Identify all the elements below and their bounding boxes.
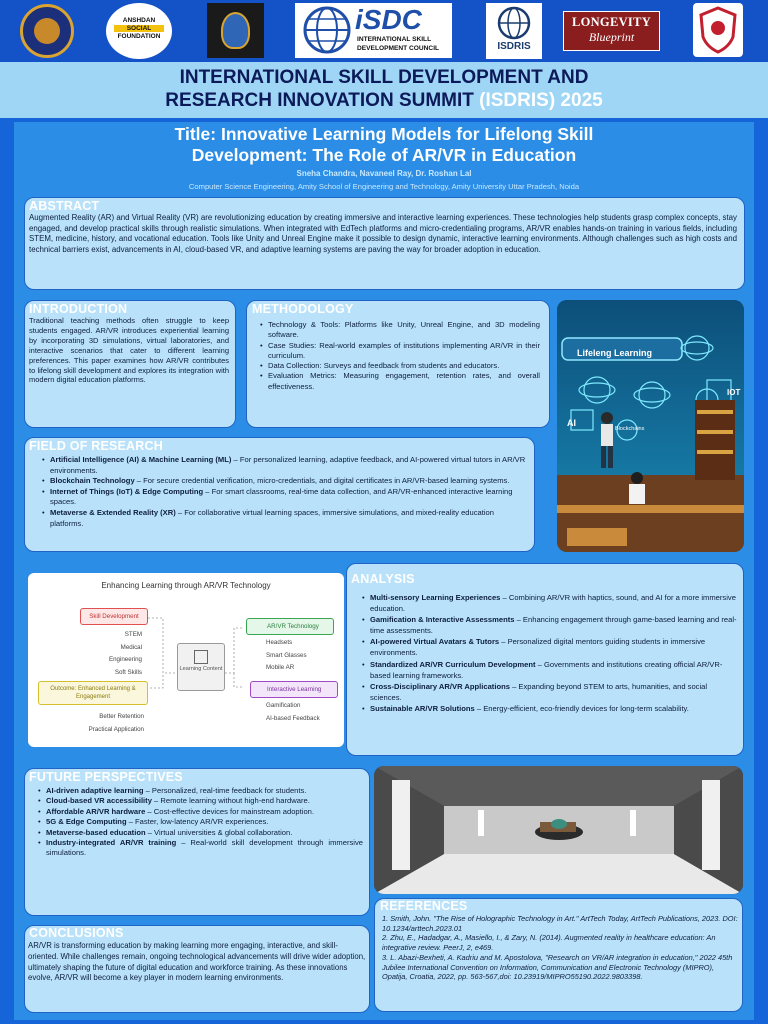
field-item-desc: – For personalized learning, adaptive feedback, and AI-powered virtual tutors in AR/VR environments. [50,455,526,475]
future-item [46,807,363,817]
document-icon [194,650,208,664]
virtual-gallery-room-icon [374,766,743,894]
center-node [177,643,225,691]
references-heading: REFERENCES [380,899,468,913]
analysis-item-title: Cross-Disciplinary AR/VR Applications [370,681,510,691]
abstract-heading: ABSTRACT [29,199,100,213]
illustration-ai-label: AI [567,418,576,428]
paper-affiliation: Computer Science Engineering, Amity School of Engineering and Technology, Amity University Uttar Pradesh, Noida [188,182,580,191]
conclusions-text: AR/VR is transforming education by making learning more engaging, interactive, and skill-oriented. While challenges remain, ongoing technological advancements will drive wider adoption, ultimately shaping the future of digital education and workforce training. As these innovations evolve, AR/VR will become a key player in modern learning environments. [28,941,366,983]
summit-acronym: (ISDRIS) 2025 [479,90,603,111]
arvr-tech-node [246,618,334,635]
conclusions-heading: CONCLUSIONS [29,926,124,940]
tech-item: Mobile AR [266,664,295,671]
shield-logo [693,3,743,57]
diagram-title: Enhancing Learning through AR/VR Technology [101,581,271,590]
field-item-title: Metaverse & Extended Reality (XR) [50,507,176,517]
analysis-list [360,592,738,714]
illustration-blockchain-label: Blockchains [615,426,645,432]
future-item [46,817,363,827]
analysis-item-title: Multi-sensory Learning Experiences [370,593,501,602]
analysis-item-title: Gamification & Interactive Assessments [370,615,515,625]
emblem-logo [207,3,264,58]
interactive-item: Gamification [266,702,301,709]
skill-item: Soft Skills [114,668,142,676]
interactive-items [266,700,342,725]
analysis-item-desc: – Enhancing engagement through game-based learning and real-time assessments. [370,615,737,636]
future-item [46,786,363,796]
analysis-item [370,681,738,703]
illustration-iot-label: IOT [727,388,741,397]
summit-title-line2 [0,90,768,112]
abstract-text: Augmented Reality (AR) and Virtual Reality (VR) are revolutionizing education by creating immersive and interactive learning experiences. These technologies help students grasp complex concepts, stay engaged, and develop practical skills through realistic simulations. When integrated with EdTech platforms and micro-credentialing programs, AR/VR enables hands-on training in various fields, including STEM, medicine, history, and vocational education. Tools like Unity and Unreal Engine make it possible to design dynamic, interactive learning environments. Although challenges such as high costs and technical barriers exist, advancements in AI, cloud-based VR, and adaptive learning systems are paving the way for broader adoption in education. [29,213,737,254]
skill-development-node [80,608,148,625]
anshdan-line2: SOCIAL [114,25,164,32]
vr-gallery-image [374,766,743,894]
skill-item: Medical [120,643,142,651]
future-item [46,828,363,838]
analysis-item-title: AI-powered Virtual Avatars & Tutors [370,637,500,647]
summit-title-line1: INTERNATIONAL SKILL DEVELOPMENT AND [179,67,589,88]
analysis-item-desc: – Governments and institutions creating official AR/VR-based learning frameworks. [370,659,723,680]
future-item-desc: – Faster, low-latency AR/VR experiences. [126,817,269,827]
introduction-heading: INTRODUCTION [29,302,128,316]
isdc-title: iSDC [355,4,422,35]
analysis-item-desc: – Personalized digital mentors guiding students in immersive environments. [370,637,706,658]
analysis-item [370,592,738,614]
interactive-item: AI-based Feedback [266,714,320,722]
tech-item: Smart Glasses [266,651,307,659]
field-item-desc: – For smart classrooms, real-time data collection, and AR/VR-enhanced interactive learning spaces. [50,486,513,507]
future-item-title: AI-driven adaptive learning [46,786,144,795]
outcome-item: Practical Application [88,725,144,733]
isdc-logo [295,3,452,58]
skill-items [78,629,142,679]
methodology-list [258,320,540,392]
network-globe-icon [486,4,542,44]
future-item-desc: – Real-world skill development through immersive simulations. [46,838,363,858]
field-item [50,476,526,487]
longevity-line2: Blueprint [588,30,635,44]
outcome-label: Outcome: Enhanced Learning & Engagement [50,686,136,700]
isdc-sub2: DEVELOPMENT COUNCIL [357,45,440,52]
future-item-title: Metaverse-based education [46,827,146,837]
field-item-title: Internet of Things (IoT) & Edge Computing [50,486,204,496]
future-item-title: 5G & Edge Computing [46,817,127,827]
outcome-item: Better Retention [99,713,144,720]
analysis-item [370,614,738,636]
introduction-text: Traditional teaching methods often struggle to keep students engaged. AR/VR introduces experiential learning by incorporating 3D simulations, virtual laboratories, and interactive scenarios that cater to different learning preferences. This paper examines how AR/VR contributes to lifelong skill development and explores its integration with modern digital education platforms. [29,316,229,385]
field-item [50,455,526,476]
longevity-line1: LONGEVITY [571,15,652,29]
field-of-research-heading: FIELD OF RESEARCH [29,439,163,453]
tech-item: Headsets [266,639,293,646]
isdc-sub1: INTERNATIONAL SKILL [357,36,432,43]
paper-title-line1: Title: Innovative Learning Models for Lifelong Skill [174,124,594,144]
reference-item: 3. L. Abazi-Bexheti, A. Kadriu and M. Apostolova, "Research on VR/AR integration in education," 2022 45th Jubilee International Convention on Information, Communication and Electronic Technology (MIPRO), Opatija, Croatia, 2022, pp. 563-567,doi: 10.23919/MIPRO55190.2022.9803398. [382,952,733,982]
future-item [46,838,363,859]
anshdan-logo [106,3,172,59]
skill-item: Engineering [108,656,142,663]
field-item [50,487,526,508]
future-item-title: Cloud-based VR accessibility [46,796,152,806]
analysis-item-desc: – Expanding beyond STEM to arts, humanities, and social sciences. [370,681,708,702]
lifelong-learning-illustration [557,300,744,552]
longevity-logo [563,11,660,51]
field-of-research-list [40,455,526,529]
paper-title [14,124,754,166]
outcome-node [38,681,148,705]
summit-banner [0,62,768,118]
paper-authors: Sneha Chandra, Navaneel Ray, Dr. Roshan Lal [296,169,472,178]
paper-title-line2: Development: The Role of AR/VR in Education [191,145,577,165]
outcome-items [58,711,144,736]
isdris-logo [486,3,542,59]
analysis-item-title: Sustainable AR/VR Solutions [370,703,475,713]
reference-item: 2. Zhu, E., Hadadgar, A., Masiello, I., & Zary, N. (2014). Augmented reality in healthcare education: An integrative review. PeerJ, 2, e469. [382,933,716,953]
future-item-desc: – Virtual universities & global collaboration. [145,827,293,837]
methodology-item: • Technology & Tools: Platforms like Unity, Unreal Engine, and 3D modeling software. [268,320,540,341]
globe-icon [299,5,355,55]
analysis-item-desc: – Energy-efficient, eco-friendly devices for long-term scalability. [474,703,689,713]
tech-items [266,637,336,675]
analysis-heading: ANALYSIS [351,572,415,586]
future-item-desc: – Personalized, real-time feedback for students. [143,786,307,795]
future-item-desc: – Remote learning without high-end hardware. [151,796,310,806]
skill-item: STEM [124,631,142,638]
field-item-title: Artificial Intelligence (AI) & Machine Learning (ML) [50,455,232,464]
logo-bar [0,0,768,62]
future-item-desc: – Cost-effective devices for mainstream adoption. [145,806,315,816]
field-item-title: Blockchain Technology [50,476,135,486]
future-item-title: Industry-integrated AR/VR training [46,838,177,848]
interactive-label: Interactive Learning [267,686,322,693]
interactive-node [250,681,338,698]
methodology-item: • Data Collection: Surveys and feedback from students and educators. [268,361,540,371]
analysis-item [370,703,738,714]
illustration-banner-label: Lifeleng Learning [577,348,653,358]
references-list [382,914,738,982]
future-item-title: Affordable AR/VR hardware [46,806,146,816]
arvr-tech-label: AR/VR Technology [267,623,319,630]
methodology-item: • Evaluation Metrics: Measuring engagement, retention rates, and overall effectiveness. [268,371,540,392]
field-item-desc: – For secure credential verification, micro-credentials, and digital certificates in AR/VR-based learning systems. [134,476,510,486]
isdris-label: ISDRIS [497,41,531,52]
future-perspectives-list [36,786,363,859]
field-item [50,508,526,529]
reference-item: 1. Smith, John. "The Rise of Holographic Technology in Art." ArtTech Today, ArtTech Publications, 2023. DOI: 10.1234/arttech.2023.01 [382,914,738,933]
analysis-item [370,636,738,658]
methodology-heading: METHODOLOGY [252,302,354,316]
future-perspectives-heading: FUTURE PERSPECTIVES [29,770,183,784]
analysis-item-desc: – Combining AR/VR with haptics, sound, and AI for a more immersive education. [370,593,736,614]
seal-logo-1 [20,4,74,58]
anshdan-line3: FOUNDATION [117,33,161,40]
center-node-label: Learning Content [179,666,223,672]
anshdan-line1: ANSHDAN [122,17,156,24]
summit-title-text: RESEARCH INNOVATION SUMMIT [165,90,480,111]
methodology-item: • Case Studies: Real-world examples of institutions implementing AR/VR in their curriculum. [268,341,540,362]
analysis-item-title: Standardized AR/VR Curriculum Development [370,659,536,669]
shield-icon [693,3,743,57]
skill-development-label: Skill Development [89,613,139,620]
classroom-illustration-icon [557,300,744,552]
arvr-diagram [28,573,344,747]
field-item-desc: – For collaborative virtual learning spaces, immersive simulations, and mixed-reality education platforms. [50,507,494,528]
future-item [46,796,363,806]
analysis-item [370,659,738,681]
